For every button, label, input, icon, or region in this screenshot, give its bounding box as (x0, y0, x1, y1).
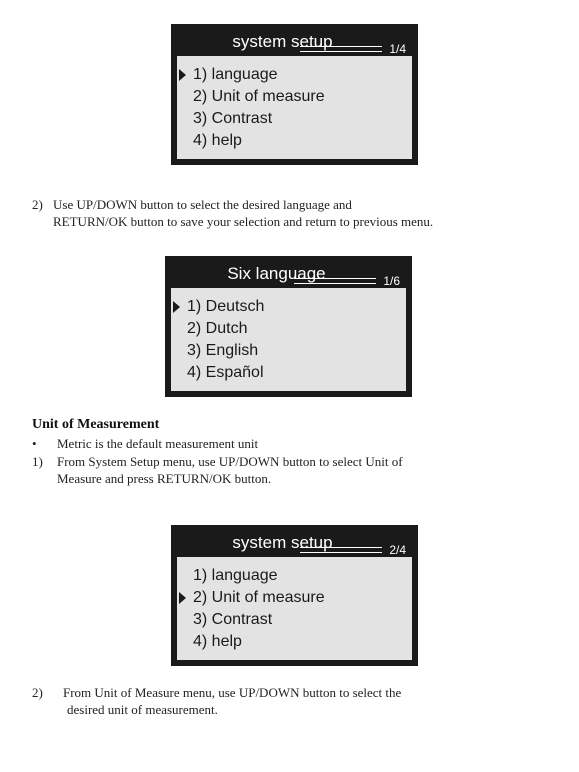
menu-item-help[interactable] (177, 631, 412, 653)
selection-arrow-icon (179, 69, 186, 81)
menu-item-label: 3) Contrast (193, 110, 273, 127)
menu-item-label: 1) language (193, 567, 278, 584)
page-indicator: 2/4 (389, 543, 406, 557)
step-line-2: desired unit of measurement. (67, 702, 218, 717)
step-number: 1) (32, 454, 43, 469)
menu-item-dutch[interactable] (171, 318, 406, 340)
menu-item-label: 2) Dutch (187, 320, 248, 337)
step-number: 2) (32, 685, 43, 700)
selection-arrow-icon (179, 592, 186, 604)
menu-item-unit-of-measure[interactable] (177, 587, 412, 609)
screen-display (171, 262, 406, 391)
menu-item-label: 1) Deutsch (187, 298, 265, 315)
screen-display (177, 30, 412, 159)
menu-item-espanol[interactable] (171, 362, 406, 384)
menu-item-label: 4) help (193, 633, 242, 650)
step-line-1: From System Setup menu, use UP/DOWN button to select Unit of (57, 454, 403, 469)
menu-item-english[interactable] (171, 340, 406, 362)
menu-item-deutsch[interactable] (171, 296, 406, 318)
screen-title-bar (171, 262, 406, 288)
menu-item-unit-of-measure[interactable] (177, 86, 412, 108)
menu-item-contrast[interactable] (177, 108, 412, 130)
bullet-default-unit (32, 435, 552, 452)
scan-tool-screen-system-setup-2 (171, 525, 418, 666)
scan-tool-screen-system-setup-1 (171, 24, 418, 165)
step-line-2: RETURN/OK button to save your selection and return to previous menu. (53, 214, 434, 229)
scan-tool-screen-six-language (165, 256, 412, 397)
menu-item-label: 2) Unit of measure (193, 589, 325, 606)
menu-item-label: 2) Unit of measure (193, 88, 325, 105)
instruction-step-2-unit (32, 684, 552, 718)
screen-title-bar (177, 531, 412, 557)
title-rule (300, 46, 382, 52)
step-line-1: From Unit of Measure menu, use UP/DOWN button to select the (63, 685, 402, 700)
menu-list (177, 565, 412, 653)
menu-item-label: 4) Español (187, 364, 264, 381)
menu-list (171, 296, 406, 384)
menu-item-label: 3) Contrast (193, 611, 273, 628)
menu-item-label: 3) English (187, 342, 259, 359)
screen-title: Six language (227, 264, 326, 283)
section-heading-unit-of-measurement: Unit of Measurement (32, 417, 160, 432)
step-number: 2) (32, 197, 43, 212)
instruction-step-1-unit (32, 453, 552, 487)
menu-item-label: 1) language (193, 66, 278, 83)
menu-item-language[interactable] (177, 565, 412, 587)
menu-item-language[interactable] (177, 64, 412, 86)
screen-display (177, 531, 412, 660)
instruction-step-2-language (32, 196, 552, 230)
selection-arrow-icon (173, 301, 180, 313)
screen-title: system setup (232, 533, 333, 552)
step-line-1: Use UP/DOWN button to select the desired language and (53, 197, 352, 212)
title-rule (300, 547, 382, 553)
screen-title: system setup (232, 32, 333, 51)
bullet-marker: • (32, 436, 37, 451)
page-indicator: 1/6 (383, 274, 400, 288)
screen-title-bar (177, 30, 412, 56)
bullet-text: Metric is the default measurement unit (57, 436, 259, 451)
menu-item-contrast[interactable] (177, 609, 412, 631)
menu-item-label: 4) help (193, 132, 242, 149)
menu-item-help[interactable] (177, 130, 412, 152)
page-indicator: 1/4 (389, 42, 406, 56)
menu-list (177, 64, 412, 152)
title-rule (294, 278, 376, 284)
step-line-2: Measure and press RETURN/OK button. (57, 471, 272, 486)
